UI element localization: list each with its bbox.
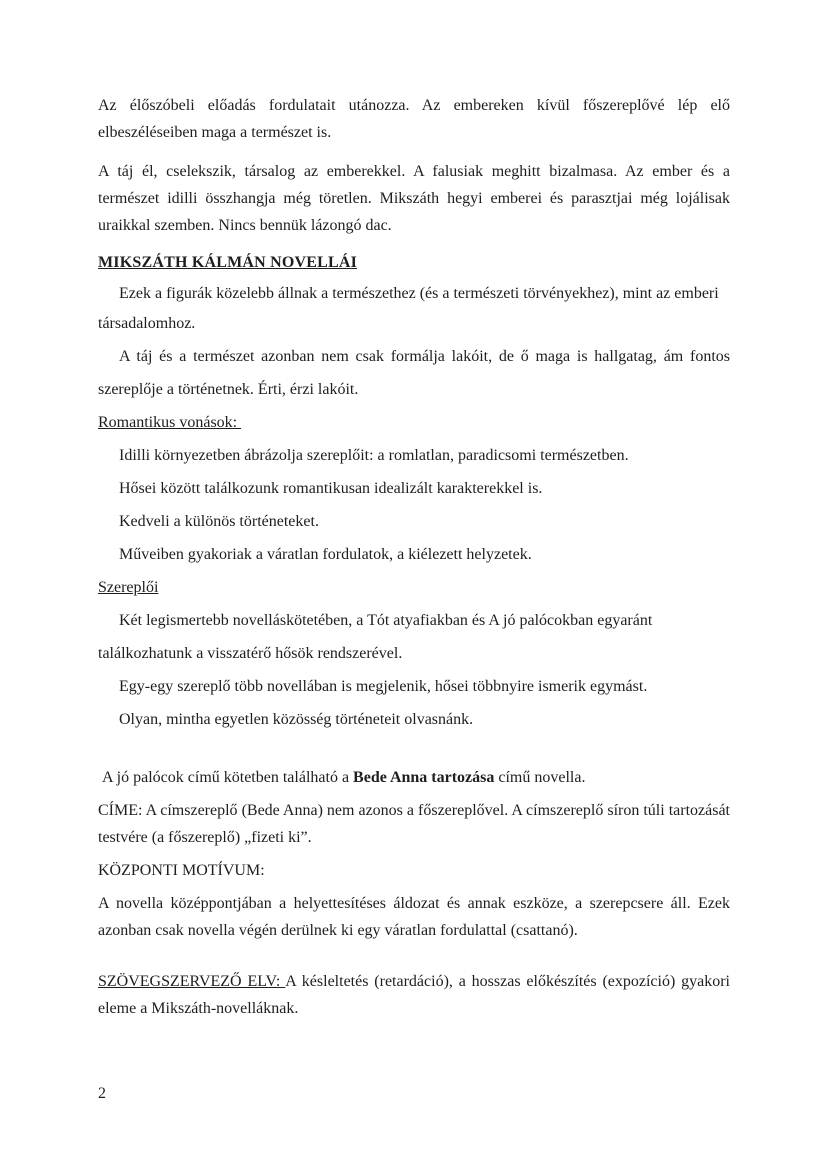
- list-item: Műveiben gyakoriak a váratlan fordulatok, a kiélezett helyzetek.: [119, 546, 532, 563]
- list-item: Egy-egy szereplő több novellában is megjelenik, hősei többnyire ismerik egymást.: [119, 678, 648, 695]
- paragraph: A novella középpontjában a helyettesítéses áldozat és annak eszköze, a szerepcsere áll. Ezek azonban csak novella végén derülnek ki egy váratlan fordulattal (csattanó).: [98, 895, 734, 939]
- list-item: Olyan, mintha egyetlen közösség történeteit olvasnánk.: [119, 711, 474, 728]
- paragraph: A táj és a természet azonban nem csak formálja lakóit, de ő maga is hallgatag, ám fontos szereplője a történetnek. Érti, érzi lakóit.: [98, 348, 734, 398]
- paragraph: Ezek a figurák közelebb állnak a természethez (és a természeti törvényekhez), mint az emberi: [119, 285, 719, 302]
- paragraph: [98, 968, 735, 1022]
- paragraph: [98, 764, 730, 791]
- paragraph: Az élőszóbeli előadás fordulatait utánozza. Az embereken kívül főszereplővé lép elő elbeszéléseiben maga a természet is.: [98, 97, 734, 141]
- list-item: Idilli környezetben ábrázolja szereplőit: a romlatlan, paradicsomi természetben.: [119, 447, 629, 464]
- section-heading: MIKSZÁTH KÁLMÁN NOVELLÁI: [98, 254, 358, 271]
- subsection-heading: Romantikus vonások:: [98, 414, 242, 431]
- paragraph: KÖZPONTI MOTÍVUM:: [98, 862, 265, 879]
- bold-text-run: Bede Anna tartozása: [353, 769, 495, 786]
- paragraph: CÍME: A címszereplő (Bede Anna) nem azonos a főszereplővel. A címszereplő síron túli tartozását testvére (a főszereplő) „fizeti ki”.: [98, 802, 734, 846]
- underlined-text-run: SZÖVEGSZERVEZŐ ELV:: [98, 973, 286, 990]
- paragraph: Két legismertebb novelláskötetében, a Tót atyafiakban és A jó palócokban egyaránt találkozhatunk a visszatérő hősök rendszerével.: [98, 612, 657, 662]
- text-run: A jó palócok című kötetben található a: [98, 769, 354, 786]
- paragraph: A táj él, cselekszik, társalog az emberekkel. A falusiak meghitt bizalmasa. Az ember és a természet idilli összhangja még töretlen. Mikszáth hegyi emberei és parasztjai még lojálisak uraikkal szemben. Nincs bennük lázongó dac.: [98, 163, 734, 234]
- page-number: 2: [98, 1085, 106, 1102]
- text-run: című novella.: [494, 769, 586, 786]
- subsection-heading: Szereplői: [98, 579, 159, 596]
- list-item: Hősei között találkozunk romantikusan idealizált karakterekkel is.: [119, 480, 543, 497]
- document-body: [98, 92, 735, 1022]
- list-item: Kedveli a különös történeteket.: [119, 513, 319, 530]
- paragraph: társadalomhoz.: [98, 315, 196, 332]
- text-run: A késleltetés (retardáció), a hosszas előkészítés (expozíció) gyakori eleme a Mikszáth-novelláknak.: [98, 973, 735, 1017]
